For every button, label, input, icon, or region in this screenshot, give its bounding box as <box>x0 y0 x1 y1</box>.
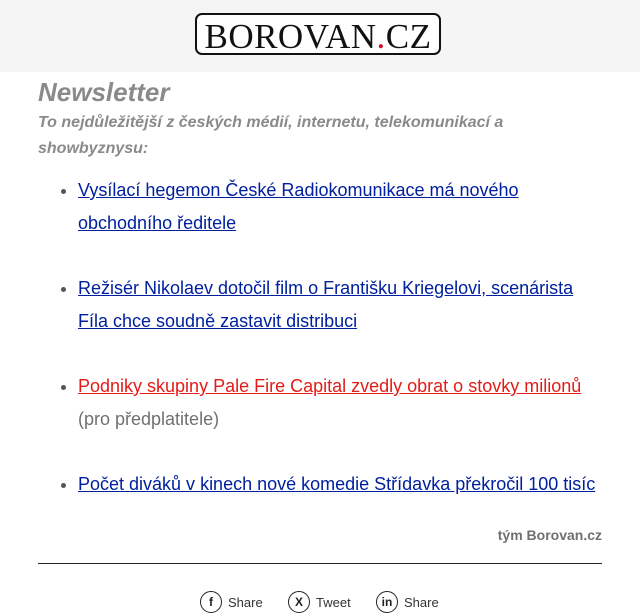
logo-dot: . <box>376 17 386 56</box>
facebook-icon: f <box>200 591 222 613</box>
list-item <box>78 174 603 240</box>
list-item <box>78 272 603 338</box>
subscriber-note: (pro předplatitele) <box>78 409 220 429</box>
header-bar <box>0 0 640 72</box>
article-list <box>38 174 603 533</box>
borovan-logo[interactable] <box>195 13 441 55</box>
article-link-paid[interactable]: Podniky skupiny Pale Fire Capital zvedly obrat o stovky milionů <box>78 376 582 396</box>
list-item <box>78 468 603 501</box>
logo-main-text: BOROVAN <box>204 17 377 56</box>
share-facebook-button[interactable] <box>200 589 263 615</box>
x-twitter-icon: X <box>288 591 310 613</box>
logo-tld-text: CZ <box>385 17 432 56</box>
share-linkedin-button[interactable] <box>376 589 439 615</box>
share-label: Tweet <box>316 594 351 610</box>
article-link[interactable]: Počet diváků v kinech nové komedie Střídavka překročil 100 tisíc <box>78 474 596 494</box>
linkedin-icon: in <box>376 591 398 613</box>
share-tweet-button[interactable] <box>288 589 351 615</box>
list-item <box>78 370 603 436</box>
newsletter-title: Newsletter <box>38 77 170 107</box>
divider <box>38 563 602 564</box>
article-link[interactable]: Režisér Nikolaev dotočil film o Františku Kriegelovi, scenárista Fíla chce soudně zastavit distribuci <box>78 278 574 331</box>
signature: tým Borovan.cz <box>497 527 602 543</box>
share-label: Share <box>404 594 439 610</box>
share-label: Share <box>228 594 263 610</box>
newsletter-subtitle: To nejdůležitější z českých médií, internetu, telekomunikací a showbyznysu: <box>38 114 504 157</box>
article-link[interactable]: Vysílací hegemon České Radiokomunikace má nového obchodního ředitele <box>78 180 519 233</box>
